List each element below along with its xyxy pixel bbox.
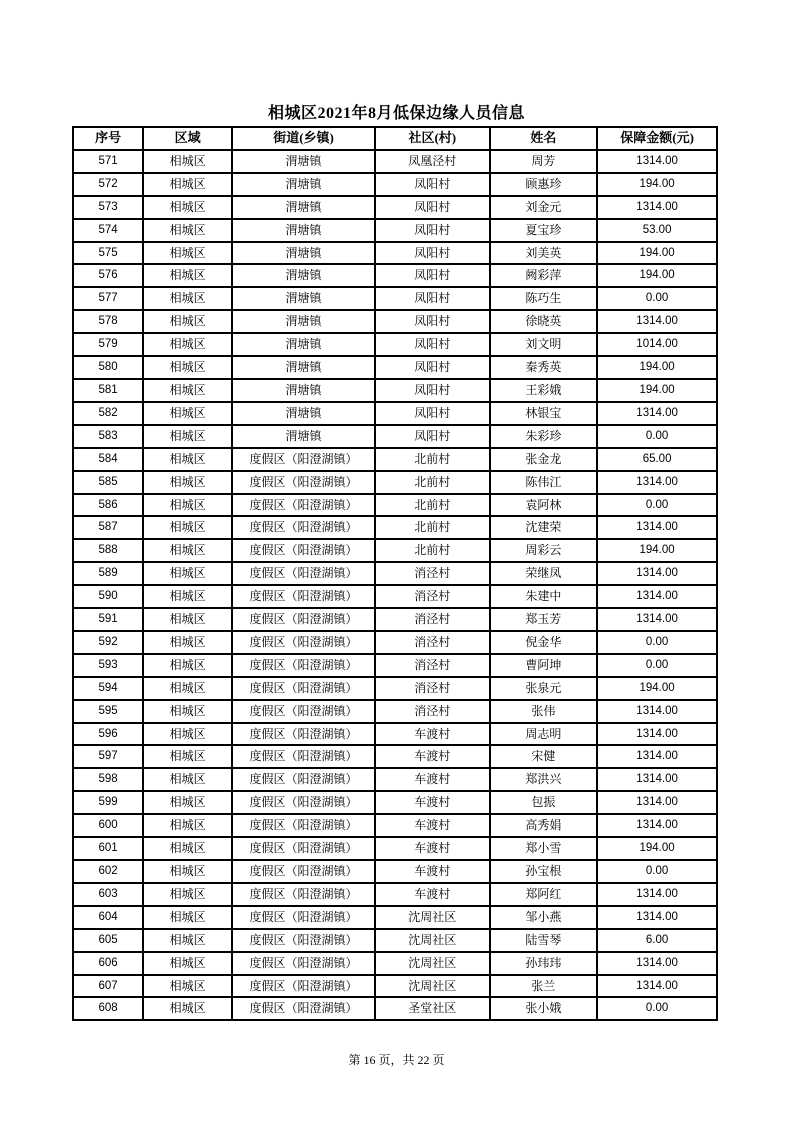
table-cell-street: 度假区（阳澄湖镇） <box>232 768 375 791</box>
table-row <box>73 700 717 723</box>
table-cell-index: 574 <box>73 219 143 242</box>
table-cell-index: 600 <box>73 814 143 837</box>
table-cell-name: 荣继凤 <box>490 562 598 585</box>
table-cell-region: 相城区 <box>143 929 232 952</box>
table-cell-community: 北前村 <box>375 448 490 471</box>
table-row <box>73 150 717 173</box>
table-cell-region: 相城区 <box>143 242 232 265</box>
table-cell-index: 581 <box>73 379 143 402</box>
table-cell-amount: 1314.00 <box>597 975 717 998</box>
table-cell-region: 相城区 <box>143 494 232 517</box>
table-row <box>73 768 717 791</box>
table-cell-street: 渭塘镇 <box>232 402 375 425</box>
table-cell-name: 郑阿红 <box>490 883 598 906</box>
table-cell-index: 580 <box>73 356 143 379</box>
table-row <box>73 310 717 333</box>
table-cell-index: 583 <box>73 425 143 448</box>
table-cell-name: 孙宝根 <box>490 860 598 883</box>
table-cell-street: 度假区（阳澄湖镇） <box>232 677 375 700</box>
table-cell-name: 袁阿林 <box>490 494 598 517</box>
table-cell-street: 渭塘镇 <box>232 356 375 379</box>
table-cell-community: 凤阳村 <box>375 287 490 310</box>
table-cell-amount: 1314.00 <box>597 585 717 608</box>
table-cell-index: 585 <box>73 471 143 494</box>
table-cell-region: 相城区 <box>143 814 232 837</box>
table-cell-street: 渭塘镇 <box>232 333 375 356</box>
table-cell-amount: 1314.00 <box>597 883 717 906</box>
table-row <box>73 287 717 310</box>
table-cell-amount: 194.00 <box>597 837 717 860</box>
table-cell-community: 消泾村 <box>375 585 490 608</box>
table-cell-amount: 194.00 <box>597 677 717 700</box>
table-cell-region: 相城区 <box>143 975 232 998</box>
table-cell-community: 凤阳村 <box>375 219 490 242</box>
table-cell-street: 渭塘镇 <box>232 379 375 402</box>
table-row <box>73 997 717 1020</box>
table-cell-name: 周芳 <box>490 150 598 173</box>
table-cell-amount: 0.00 <box>597 287 717 310</box>
table-cell-amount: 1314.00 <box>597 402 717 425</box>
table-cell-amount: 0.00 <box>597 654 717 677</box>
table-cell-amount: 1314.00 <box>597 906 717 929</box>
table-cell-name: 郑玉芳 <box>490 608 598 631</box>
table-cell-community: 车渡村 <box>375 768 490 791</box>
column-header-index: 序号 <box>73 127 143 150</box>
table-cell-name: 陈伟江 <box>490 471 598 494</box>
table-cell-community: 车渡村 <box>375 883 490 906</box>
table-cell-street: 度假区（阳澄湖镇） <box>232 700 375 723</box>
table-cell-index: 572 <box>73 173 143 196</box>
table-cell-index: 589 <box>73 562 143 585</box>
table-cell-amount: 1314.00 <box>597 952 717 975</box>
table-cell-street: 度假区（阳澄湖镇） <box>232 814 375 837</box>
table-cell-community: 沈周社区 <box>375 952 490 975</box>
table-cell-index: 603 <box>73 883 143 906</box>
page-title: 相城区2021年8月低保边缘人员信息 <box>267 105 525 122</box>
table-cell-name: 张泉元 <box>490 677 598 700</box>
table-cell-index: 584 <box>73 448 143 471</box>
table-cell-community: 车渡村 <box>375 723 490 746</box>
table-cell-region: 相城区 <box>143 952 232 975</box>
table-cell-street: 度假区（阳澄湖镇） <box>232 791 375 814</box>
table-row <box>73 860 717 883</box>
table-cell-region: 相城区 <box>143 356 232 379</box>
table-cell-street: 渭塘镇 <box>232 219 375 242</box>
table-cell-amount: 194.00 <box>597 379 717 402</box>
table-row <box>73 929 717 952</box>
table-cell-name: 郑小雪 <box>490 837 598 860</box>
table-cell-name: 陆雪琴 <box>490 929 598 952</box>
table-cell-street: 渭塘镇 <box>232 173 375 196</box>
table-cell-region: 相城区 <box>143 448 232 471</box>
table-cell-amount: 53.00 <box>597 219 717 242</box>
table-cell-street: 度假区（阳澄湖镇） <box>232 745 375 768</box>
table-row <box>73 791 717 814</box>
table-cell-name: 邹小燕 <box>490 906 598 929</box>
table-cell-community: 车渡村 <box>375 745 490 768</box>
table-cell-community: 消泾村 <box>375 700 490 723</box>
table-cell-name: 朱建中 <box>490 585 598 608</box>
table-cell-index: 590 <box>73 585 143 608</box>
column-header-name: 姓名 <box>490 127 598 150</box>
table-cell-community: 凤阳村 <box>375 402 490 425</box>
table-cell-amount: 1314.00 <box>597 516 717 539</box>
table-cell-region: 相城区 <box>143 402 232 425</box>
table-cell-index: 573 <box>73 196 143 219</box>
table-row <box>73 402 717 425</box>
table-cell-community: 沈周社区 <box>375 929 490 952</box>
table-row <box>73 173 717 196</box>
table-cell-index: 604 <box>73 906 143 929</box>
table-cell-street: 渭塘镇 <box>232 264 375 287</box>
table-cell-region: 相城区 <box>143 310 232 333</box>
table-row <box>73 196 717 219</box>
table-cell-index: 578 <box>73 310 143 333</box>
table-cell-community: 凤阳村 <box>375 264 490 287</box>
table-cell-name: 倪金华 <box>490 631 598 654</box>
table-row <box>73 539 717 562</box>
table-cell-street: 度假区（阳澄湖镇） <box>232 448 375 471</box>
table-cell-amount: 0.00 <box>597 494 717 517</box>
table-cell-name: 顾惠珍 <box>490 173 598 196</box>
table-cell-region: 相城区 <box>143 287 232 310</box>
table-cell-region: 相城区 <box>143 379 232 402</box>
table-cell-community: 车渡村 <box>375 860 490 883</box>
table-cell-community: 车渡村 <box>375 837 490 860</box>
table-cell-index: 599 <box>73 791 143 814</box>
table-cell-region: 相城区 <box>143 425 232 448</box>
table-cell-amount: 6.00 <box>597 929 717 952</box>
table-cell-region: 相城区 <box>143 264 232 287</box>
table-cell-street: 度假区（阳澄湖镇） <box>232 494 375 517</box>
table-cell-region: 相城区 <box>143 837 232 860</box>
table-cell-amount: 194.00 <box>597 356 717 379</box>
table-cell-region: 相城区 <box>143 677 232 700</box>
table-cell-community: 凤阳村 <box>375 310 490 333</box>
table-cell-name: 张伟 <box>490 700 598 723</box>
table-row <box>73 883 717 906</box>
table-cell-street: 度假区（阳澄湖镇） <box>232 516 375 539</box>
table-row <box>73 723 717 746</box>
table-cell-index: 571 <box>73 150 143 173</box>
table-cell-community: 凤阳村 <box>375 196 490 219</box>
table-cell-community: 凤凰泾村 <box>375 150 490 173</box>
table-cell-amount: 1314.00 <box>597 471 717 494</box>
table-cell-region: 相城区 <box>143 883 232 906</box>
table-cell-amount: 1314.00 <box>597 310 717 333</box>
table-cell-street: 渭塘镇 <box>232 310 375 333</box>
table-cell-index: 596 <box>73 723 143 746</box>
table-cell-amount: 1314.00 <box>597 768 717 791</box>
table-cell-amount: 0.00 <box>597 997 717 1020</box>
table-cell-index: 577 <box>73 287 143 310</box>
table-cell-region: 相城区 <box>143 997 232 1020</box>
column-header-region: 区域 <box>143 127 232 150</box>
table-cell-street: 度假区（阳澄湖镇） <box>232 608 375 631</box>
table-cell-street: 度假区（阳澄湖镇） <box>232 631 375 654</box>
table-cell-street: 度假区（阳澄湖镇） <box>232 654 375 677</box>
table-cell-index: 606 <box>73 952 143 975</box>
table-cell-region: 相城区 <box>143 333 232 356</box>
table-cell-community: 消泾村 <box>375 677 490 700</box>
table-cell-region: 相城区 <box>143 150 232 173</box>
table-cell-region: 相城区 <box>143 219 232 242</box>
table-cell-region: 相城区 <box>143 173 232 196</box>
table-row <box>73 585 717 608</box>
table-cell-name: 张小娥 <box>490 997 598 1020</box>
table-cell-index: 579 <box>73 333 143 356</box>
table-row <box>73 516 717 539</box>
table-cell-street: 渭塘镇 <box>232 150 375 173</box>
table-row <box>73 952 717 975</box>
table-cell-street: 度假区（阳澄湖镇） <box>232 837 375 860</box>
table-cell-amount: 0.00 <box>597 425 717 448</box>
table-cell-street: 度假区（阳澄湖镇） <box>232 723 375 746</box>
column-header-street: 街道(乡镇) <box>232 127 375 150</box>
table-row <box>73 264 717 287</box>
table-cell-street: 渭塘镇 <box>232 425 375 448</box>
table-cell-region: 相城区 <box>143 745 232 768</box>
table-cell-community: 沈周社区 <box>375 906 490 929</box>
table-row <box>73 219 717 242</box>
table-cell-index: 601 <box>73 837 143 860</box>
table-cell-name: 刘美英 <box>490 242 598 265</box>
table-cell-region: 相城区 <box>143 791 232 814</box>
table-cell-region: 相城区 <box>143 654 232 677</box>
table-cell-community: 消泾村 <box>375 562 490 585</box>
table-cell-region: 相城区 <box>143 562 232 585</box>
table-cell-index: 594 <box>73 677 143 700</box>
table-cell-region: 相城区 <box>143 768 232 791</box>
table-row <box>73 425 717 448</box>
table-cell-street: 度假区（阳澄湖镇） <box>232 952 375 975</box>
table-cell-community: 北前村 <box>375 471 490 494</box>
table-cell-amount: 194.00 <box>597 242 717 265</box>
table-cell-community: 凤阳村 <box>375 356 490 379</box>
table-row <box>73 631 717 654</box>
table-cell-amount: 1014.00 <box>597 333 717 356</box>
table-cell-region: 相城区 <box>143 608 232 631</box>
table-cell-name: 刘金元 <box>490 196 598 219</box>
table-cell-region: 相城区 <box>143 516 232 539</box>
table-cell-name: 陈巧生 <box>490 287 598 310</box>
table-cell-name: 张兰 <box>490 975 598 998</box>
table-cell-name: 沈建荣 <box>490 516 598 539</box>
table-cell-index: 595 <box>73 700 143 723</box>
table-cell-name: 徐晓英 <box>490 310 598 333</box>
table-cell-amount: 1314.00 <box>597 723 717 746</box>
table-cell-name: 郑洪兴 <box>490 768 598 791</box>
table-cell-index: 605 <box>73 929 143 952</box>
benefits-table <box>72 126 718 1021</box>
table-cell-community: 凤阳村 <box>375 425 490 448</box>
table-row <box>73 494 717 517</box>
column-header-amount: 保障金额(元) <box>597 127 717 150</box>
table-cell-community: 凤阳村 <box>375 242 490 265</box>
table-cell-community: 北前村 <box>375 516 490 539</box>
table-cell-street: 渭塘镇 <box>232 242 375 265</box>
table-cell-street: 度假区（阳澄湖镇） <box>232 997 375 1020</box>
table-cell-community: 圣堂社区 <box>375 997 490 1020</box>
table-cell-street: 度假区（阳澄湖镇） <box>232 883 375 906</box>
table-cell-street: 度假区（阳澄湖镇） <box>232 860 375 883</box>
table-cell-region: 相城区 <box>143 539 232 562</box>
table-cell-amount: 65.00 <box>597 448 717 471</box>
table-row <box>73 975 717 998</box>
table-cell-street: 度假区（阳澄湖镇） <box>232 929 375 952</box>
table-cell-region: 相城区 <box>143 196 232 219</box>
table-header <box>73 127 717 150</box>
table-cell-name: 周彩云 <box>490 539 598 562</box>
table-row <box>73 379 717 402</box>
table-cell-community: 凤阳村 <box>375 333 490 356</box>
table-row <box>73 242 717 265</box>
table-cell-name: 张金龙 <box>490 448 598 471</box>
table-row <box>73 333 717 356</box>
table-cell-region: 相城区 <box>143 471 232 494</box>
table-row <box>73 654 717 677</box>
table-header-row <box>73 127 717 150</box>
table-cell-region: 相城区 <box>143 700 232 723</box>
table-cell-region: 相城区 <box>143 860 232 883</box>
table-cell-region: 相城区 <box>143 723 232 746</box>
table-cell-index: 586 <box>73 494 143 517</box>
table-cell-region: 相城区 <box>143 585 232 608</box>
table-cell-name: 孙玮玮 <box>490 952 598 975</box>
table-cell-amount: 1314.00 <box>597 700 717 723</box>
table-cell-index: 576 <box>73 264 143 287</box>
table-cell-street: 渭塘镇 <box>232 196 375 219</box>
table-row <box>73 356 717 379</box>
table-cell-street: 渭塘镇 <box>232 287 375 310</box>
table-cell-name: 曹阿坤 <box>490 654 598 677</box>
table-cell-amount: 1314.00 <box>597 150 717 173</box>
table-cell-community: 北前村 <box>375 539 490 562</box>
column-header-community: 社区(村) <box>375 127 490 150</box>
table-cell-street: 度假区（阳澄湖镇） <box>232 975 375 998</box>
table-cell-street: 度假区（阳澄湖镇） <box>232 471 375 494</box>
table-row <box>73 562 717 585</box>
table-row <box>73 448 717 471</box>
table-cell-community: 凤阳村 <box>375 173 490 196</box>
table-cell-index: 591 <box>73 608 143 631</box>
table-cell-community: 车渡村 <box>375 791 490 814</box>
table-cell-name: 阙彩萍 <box>490 264 598 287</box>
table-cell-community: 消泾村 <box>375 654 490 677</box>
table-cell-index: 598 <box>73 768 143 791</box>
table-cell-amount: 0.00 <box>597 631 717 654</box>
table-cell-index: 582 <box>73 402 143 425</box>
table-cell-amount: 194.00 <box>597 264 717 287</box>
table-cell-name: 夏宝珍 <box>490 219 598 242</box>
table-cell-amount: 1314.00 <box>597 196 717 219</box>
table-cell-index: 597 <box>73 745 143 768</box>
table-body <box>73 150 717 1020</box>
table-cell-amount: 0.00 <box>597 860 717 883</box>
table-cell-name: 王彩娥 <box>490 379 598 402</box>
table-cell-community: 北前村 <box>375 494 490 517</box>
table-cell-amount: 1314.00 <box>597 608 717 631</box>
table-row <box>73 745 717 768</box>
page-footer: 第 16 页，共 22 页 <box>348 1053 445 1067</box>
table-row <box>73 471 717 494</box>
table-row <box>73 814 717 837</box>
table-cell-name: 宋健 <box>490 745 598 768</box>
table-cell-street: 度假区（阳澄湖镇） <box>232 585 375 608</box>
table-cell-amount: 194.00 <box>597 539 717 562</box>
table-cell-amount: 1314.00 <box>597 562 717 585</box>
table-cell-name: 林银宝 <box>490 402 598 425</box>
table-cell-index: 587 <box>73 516 143 539</box>
table-cell-amount: 194.00 <box>597 173 717 196</box>
table-row <box>73 608 717 631</box>
table-cell-name: 高秀娟 <box>490 814 598 837</box>
table-cell-index: 592 <box>73 631 143 654</box>
table-cell-community: 车渡村 <box>375 814 490 837</box>
table-cell-region: 相城区 <box>143 631 232 654</box>
table-cell-name: 秦秀英 <box>490 356 598 379</box>
table-cell-name: 包振 <box>490 791 598 814</box>
table-cell-community: 消泾村 <box>375 608 490 631</box>
table-row <box>73 906 717 929</box>
table-row <box>73 837 717 860</box>
table-cell-index: 575 <box>73 242 143 265</box>
table-cell-community: 凤阳村 <box>375 379 490 402</box>
table-cell-community: 消泾村 <box>375 631 490 654</box>
table-cell-street: 度假区（阳澄湖镇） <box>232 562 375 585</box>
table-cell-amount: 1314.00 <box>597 814 717 837</box>
table-cell-street: 度假区（阳澄湖镇） <box>232 906 375 929</box>
table-cell-index: 608 <box>73 997 143 1020</box>
table-cell-index: 607 <box>73 975 143 998</box>
table-cell-index: 602 <box>73 860 143 883</box>
table-cell-region: 相城区 <box>143 906 232 929</box>
table-cell-name: 刘文明 <box>490 333 598 356</box>
table-cell-community: 沈周社区 <box>375 975 490 998</box>
table-row <box>73 677 717 700</box>
table-cell-name: 周志明 <box>490 723 598 746</box>
table-cell-index: 588 <box>73 539 143 562</box>
table-cell-amount: 1314.00 <box>597 791 717 814</box>
table-cell-street: 度假区（阳澄湖镇） <box>232 539 375 562</box>
table-cell-index: 593 <box>73 654 143 677</box>
table-cell-amount: 1314.00 <box>597 745 717 768</box>
table-cell-name: 朱彩珍 <box>490 425 598 448</box>
